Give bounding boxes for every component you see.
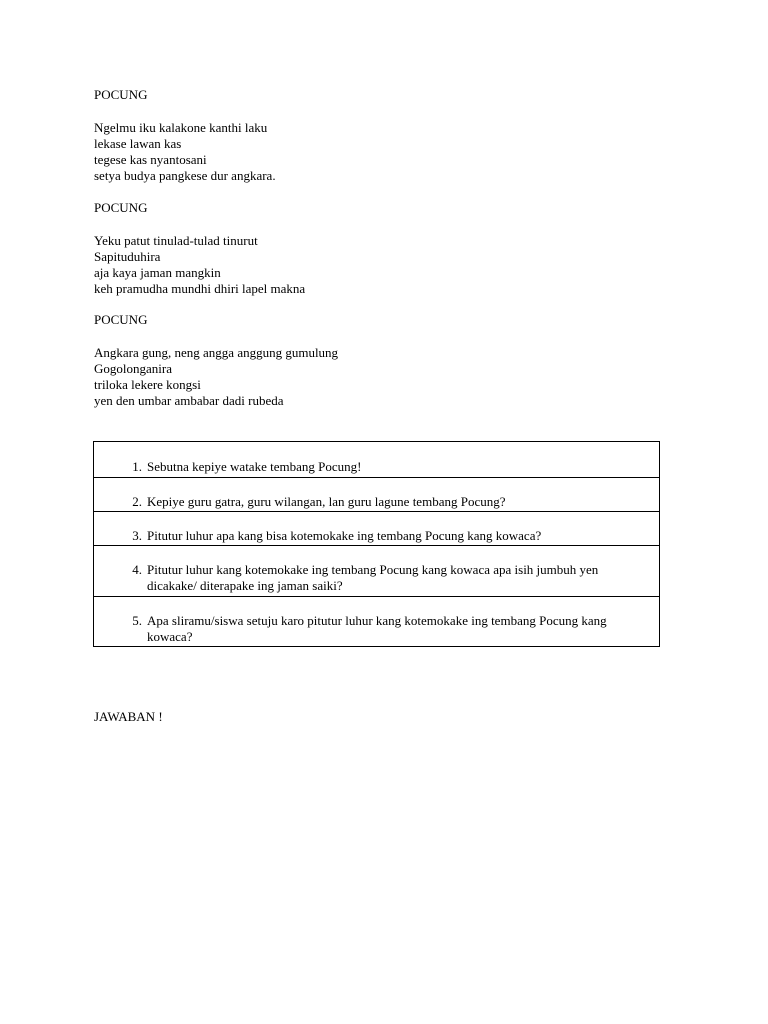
stanza-title: POCUNG (94, 87, 148, 102)
answer-label: JAWABAN ! (94, 709, 163, 724)
stanza-line: yen den umbar ambabar dadi rubeda (94, 393, 284, 408)
question-row (94, 511, 659, 545)
question-number: 5. (132, 613, 142, 628)
stanza-line: setya budya pangkese dur angkara. (94, 168, 276, 183)
question-row (94, 477, 659, 511)
question-text: Kepiye guru gatra, guru wilangan, lan guru lagune tembang Pocung? (147, 494, 506, 509)
question-text: Pitutur luhur kang kotemokake ing tembang Pocung kang kowaca apa isih jumbuh yen dicakake/ diterapake ing jaman saiki? (147, 562, 599, 593)
stanza-line: keh pramudha mundhi dhiri lapel makna (94, 281, 306, 296)
stanza-line: triloka lekere kongsi (94, 377, 201, 392)
stanza-line: aja kaya jaman mangkin (94, 265, 221, 280)
stanza-lines (94, 233, 305, 297)
question-number: 3. (132, 528, 142, 543)
stanza-line: tegese kas nyantosani (94, 152, 207, 167)
question-number: 1. (132, 459, 142, 474)
stanza-lines (94, 345, 338, 409)
question-text: Pitutur luhur apa kang bisa kotemokake ing tembang Pocung kang kowaca? (147, 528, 542, 543)
stanza-line: lekase lawan kas (94, 136, 182, 151)
question-number: 4. (132, 562, 142, 577)
question-text: Apa sliramu/siswa setuju karo pitutur luhur kang kotemokake ing tembang Pocung kang kowaca? (147, 613, 607, 644)
question-row (94, 545, 659, 596)
questions-table (93, 441, 660, 647)
stanza-line: Yeku patut tinulad-tulad tinurut (94, 233, 258, 248)
question-row (94, 596, 659, 646)
question-number: 2. (132, 494, 142, 509)
stanza-title: POCUNG (94, 312, 148, 327)
stanza-title: POCUNG (94, 200, 148, 215)
stanza-line: Gogolonganira (94, 361, 172, 376)
stanza-line: Ngelmu iku kalakone kanthi laku (94, 120, 268, 135)
stanza-line: Sapituduhira (94, 249, 161, 264)
stanza-line: Angkara gung, neng angga anggung gumulung (94, 345, 339, 360)
question-row (94, 442, 659, 477)
question-text: Sebutna kepiye watake tembang Pocung! (147, 459, 362, 474)
stanza-lines (94, 120, 276, 184)
